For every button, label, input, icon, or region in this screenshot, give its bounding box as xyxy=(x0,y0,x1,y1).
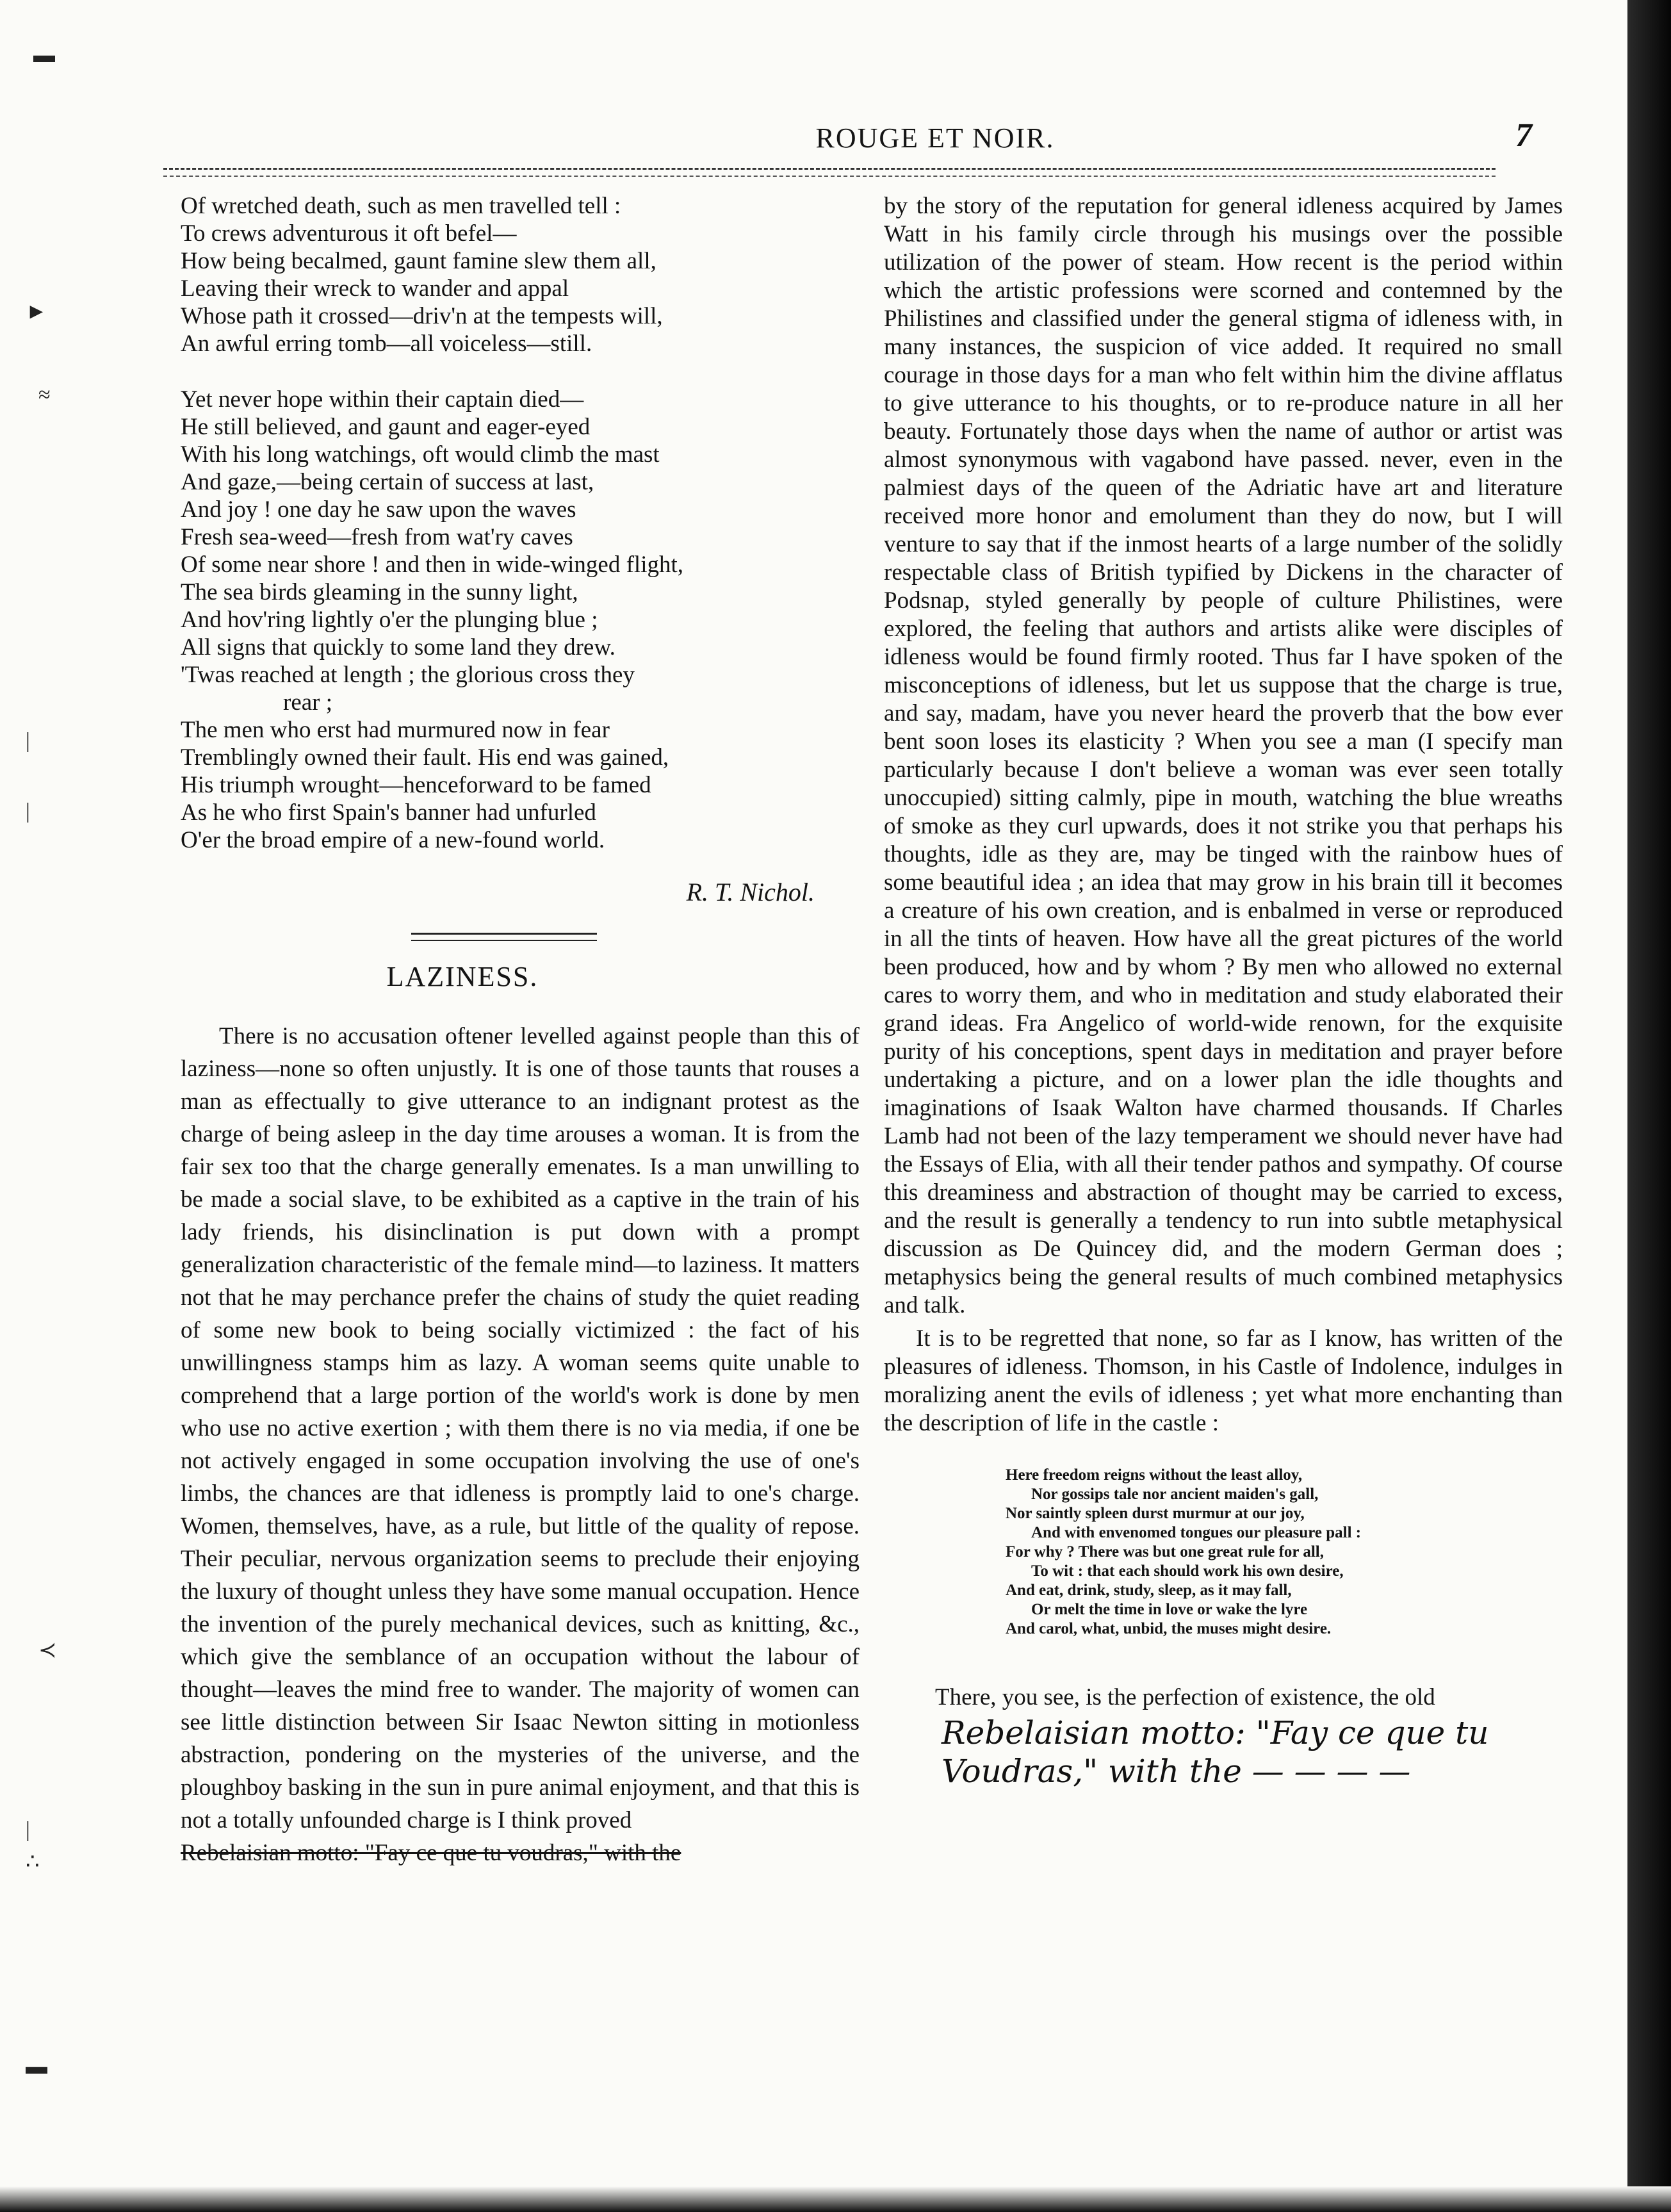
struck-through-line: Rebelaisian motto: "Fay ce que tu voudras," with the xyxy=(181,1840,681,1866)
verse-line: Nor saintly spleen durst murmur at our joy, xyxy=(1006,1505,1305,1522)
poem-line: Whose path it crossed—driv'n at the tempests will, xyxy=(181,303,663,329)
article-paragraph: It is to be regretted that none, so far as I know, has written of the pleasures of idleness. Thomson, in his Castle of Indolence, indulges in moralizing anent the evils of idleness ; yet what more enchanting than the description of life in the castle : xyxy=(884,1325,1563,1436)
poem-line: Tremblingly owned their fault. His end was gained, xyxy=(181,744,669,771)
scan-speck: | xyxy=(26,799,30,823)
running-head: ROUGE ET NOIR. xyxy=(815,122,1055,154)
poem-line: His triumph wrought—henceforward to be famed xyxy=(181,772,651,798)
closing-line: There, you see, is the perfection of existence, the old xyxy=(935,1684,1435,1710)
scan-speck: | xyxy=(26,729,30,753)
article-paragraph: There is no accusation oftener levelled against people than this of laziness—none so often unjustly. It is one of those taunts that rouses a man as effectually to give utterance to an indignant protest as the charge of being asleep in the day time arouses a woman. It is from the fair sex too that the charge generally emenates. Is a man unwilling to be made a social slave, to be exhibited as a captive in the train of his lady friends, his disinclination is put down with a prompt generalization characteristic of the female mind—to laziness. It matters not that he may perchance prefer the chains of study the quiet reading of some new book to being socially victimized : the fact of his unwillingness stamps him as lazy. A woman seems quite unable to comprehend that a large portion of the world's work is done by men who use no active exertion ; with them there is no via media, if one be not actively engaged in some occupation involving the use of one's limbs, the chances are that idleness is promptly laid to one's charge. Women, themselves, have, as a rule, but little of the quality of repose. Their peculiar, nervous organization seems to preclude their enjoying the luxury of thought unless they have some manual occupation. Hence the invention of the purely mechanical devices, such as knitting, &c., which give the semblance of an occupation without the labour of thought—leaves the mind free to wander. The majority of women can see little distinction between Sir Isaac Newton sitting in motionless abstraction, pondering on the mysteries of the universe, and the ploughboy basking in the sun in pure animal enjoyment, and that this is not a totally unfounded charge is I think proved xyxy=(181,1023,860,1833)
poem-line: He still believed, and gaunt and eager-eyed xyxy=(181,414,591,440)
poem-line: Leaving their wreck to wander and appal xyxy=(181,275,569,302)
scan-speck: ▬ xyxy=(33,44,55,67)
title-rule xyxy=(411,933,597,935)
page-number: 7 xyxy=(1515,117,1532,154)
scan-speck: ► xyxy=(26,300,47,324)
scan-speck: ≈ xyxy=(38,383,51,407)
poem-line: And hov'ring lightly o'er the plunging blue ; xyxy=(181,607,598,633)
poem-line: As he who first Spain's banner had unfurled xyxy=(181,799,596,826)
poem-line: 'Twas reached at length ; the glorious cross they xyxy=(181,662,635,688)
poem-line: Of wretched death, such as men travelled tell : xyxy=(181,193,621,219)
poem-line: How being becalmed, gaunt famine slew them all, xyxy=(181,248,656,274)
poem xyxy=(181,192,860,854)
verse-line: For why ? There was but one great rule for all, xyxy=(1006,1543,1324,1561)
poem-line: The men who erst had murmured now in fear xyxy=(181,717,610,743)
handwritten-correction: Rebelaisian motto: "Fay ce que tu xyxy=(941,1714,1489,1751)
scan-speck: ≺ xyxy=(38,1639,57,1662)
poem-line: rear ; xyxy=(283,689,333,716)
poem-line: The sea birds gleaming in the sunny light, xyxy=(181,579,578,605)
poem-line: With his long watchings, oft would climb the mast xyxy=(181,441,660,468)
poem-author: R. T. Nichol. xyxy=(686,878,815,906)
verse-line: And eat, drink, study, sleep, as it may fall, xyxy=(1006,1582,1292,1599)
scan-speck: ▬ xyxy=(26,2055,47,2079)
scan-speck: | xyxy=(26,1818,30,1842)
scan-bottom-shadow xyxy=(0,2186,1671,2212)
scan-edge-shadow xyxy=(1627,0,1671,2212)
poem-line: To crews adventurous it oft befel— xyxy=(181,220,517,247)
poem-line: And joy ! one day he saw upon the waves xyxy=(181,496,576,523)
header-rule xyxy=(163,176,1496,177)
poem-line: An awful erring tomb—all voiceless—still. xyxy=(181,331,592,357)
verse-line: Here freedom reigns without the least alloy, xyxy=(1006,1466,1303,1484)
poem-line: Fresh sea-weed—fresh from wat'ry caves xyxy=(181,524,573,550)
article-paragraph: by the story of the reputation for general idleness acquired by James Watt in his family circle through his musings over the possible utilization of the power of steam. How recent is the period within which the artistic professions were scorned and contemned by the Philistines and classified under the general stigma of idleness with, in many instances, the suspicion of vice added. It required no small courage in those days for a man who felt within him the divine afflatus to give utterance to his thoughts, or to re-produce nature in all her beauty. Fortunately those days when the name of author or artist was almost synonymous with vagabond have passed. never, even in the palmiest days of the queen of the Adriatic have art and literature received more honor and emolument than they do now, but I will venture to say that if the inmost hearts of a large number of the solidly respectable class of British typified by Dickens in the character of Podsnap, styled generally by people of culture Philistines, were explored, the feeling that authors and artists alike were disciples of idleness would be found firmly rooted. Thus far I have spoken of the misconceptions of idleness, but let us suppose that the charge is true, and say, madam, have you never heard the proverb that the bow ever bent soon loses its elasticity ? When you see a man (I specify man particularly because I don't believe a woman was ever seen totally unoccupied) sitting calmly, pipe in mouth, watching the blue wreaths of smoke as they curl upwards, does it not strike you that perhaps his thoughts, idle as they are, may be tinged with the rainbow hues of some beautiful idea ; an idea that may grow in his brain till it becomes a creature of his own creation, and is enbalmed in verse or reproduced in all the tints of heaven. How have all the great pictures of the world been produced, how and by whom ? By men who allowed no external cares to worry them, and who in meditation and study elaborated their grand ideas. Fra Angelico of world-wide renown, for the exquisite purity of his conceptions, spent days in meditation and prayer before undertaking a picture, and on a lower plan the idle thoughts and imaginations of Isaak Walton have charmed thousands. If Charles Lamb had not been of the lazy temperament we should never have had the Essays of Elia, with all their tender pathos and sympathy. Of course this dreaminess and abstraction of thought may be carried to excess, and the result is generally a tendency to run into subtle metaphysical discussion as De Quincey did, and the modern German does ; metaphysics being the general results of much combined metaphysics and talk. xyxy=(884,193,1563,1318)
verse-line: And with envenomed tongues our pleasure pall : xyxy=(1031,1524,1362,1541)
poem-line: And gaze,—being certain of success at last, xyxy=(181,469,594,495)
right-column xyxy=(884,192,1563,1789)
verse-line: Or melt the time in love or wake the lyre xyxy=(1031,1601,1308,1618)
handwritten-correction: Voudras," with the — — — — xyxy=(941,1753,1411,1790)
poem-line: All signs that quickly to some land they drew. xyxy=(181,634,615,660)
poem-line: Of some near shore ! and then in wide-winged flight, xyxy=(181,552,684,578)
left-column xyxy=(181,192,860,1869)
verse-quotation xyxy=(1006,1466,1563,1639)
poem-line: Yet never hope within their captain died— xyxy=(181,386,584,413)
article-title: LAZINESS. xyxy=(386,961,539,992)
verse-line: To wit : that each should work his own desire, xyxy=(1031,1562,1344,1580)
verse-line: Nor gossips tale nor ancient maiden's gall, xyxy=(1031,1486,1319,1503)
poem-line: O'er the broad empire of a new-found world. xyxy=(181,827,605,853)
scan-speck: ∴ xyxy=(26,1850,40,1874)
title-rule xyxy=(411,940,597,941)
header-rule xyxy=(163,168,1496,170)
stanza-break xyxy=(181,357,860,386)
verse-line: And carol, what, unbid, the muses might desire. xyxy=(1006,1620,1332,1637)
